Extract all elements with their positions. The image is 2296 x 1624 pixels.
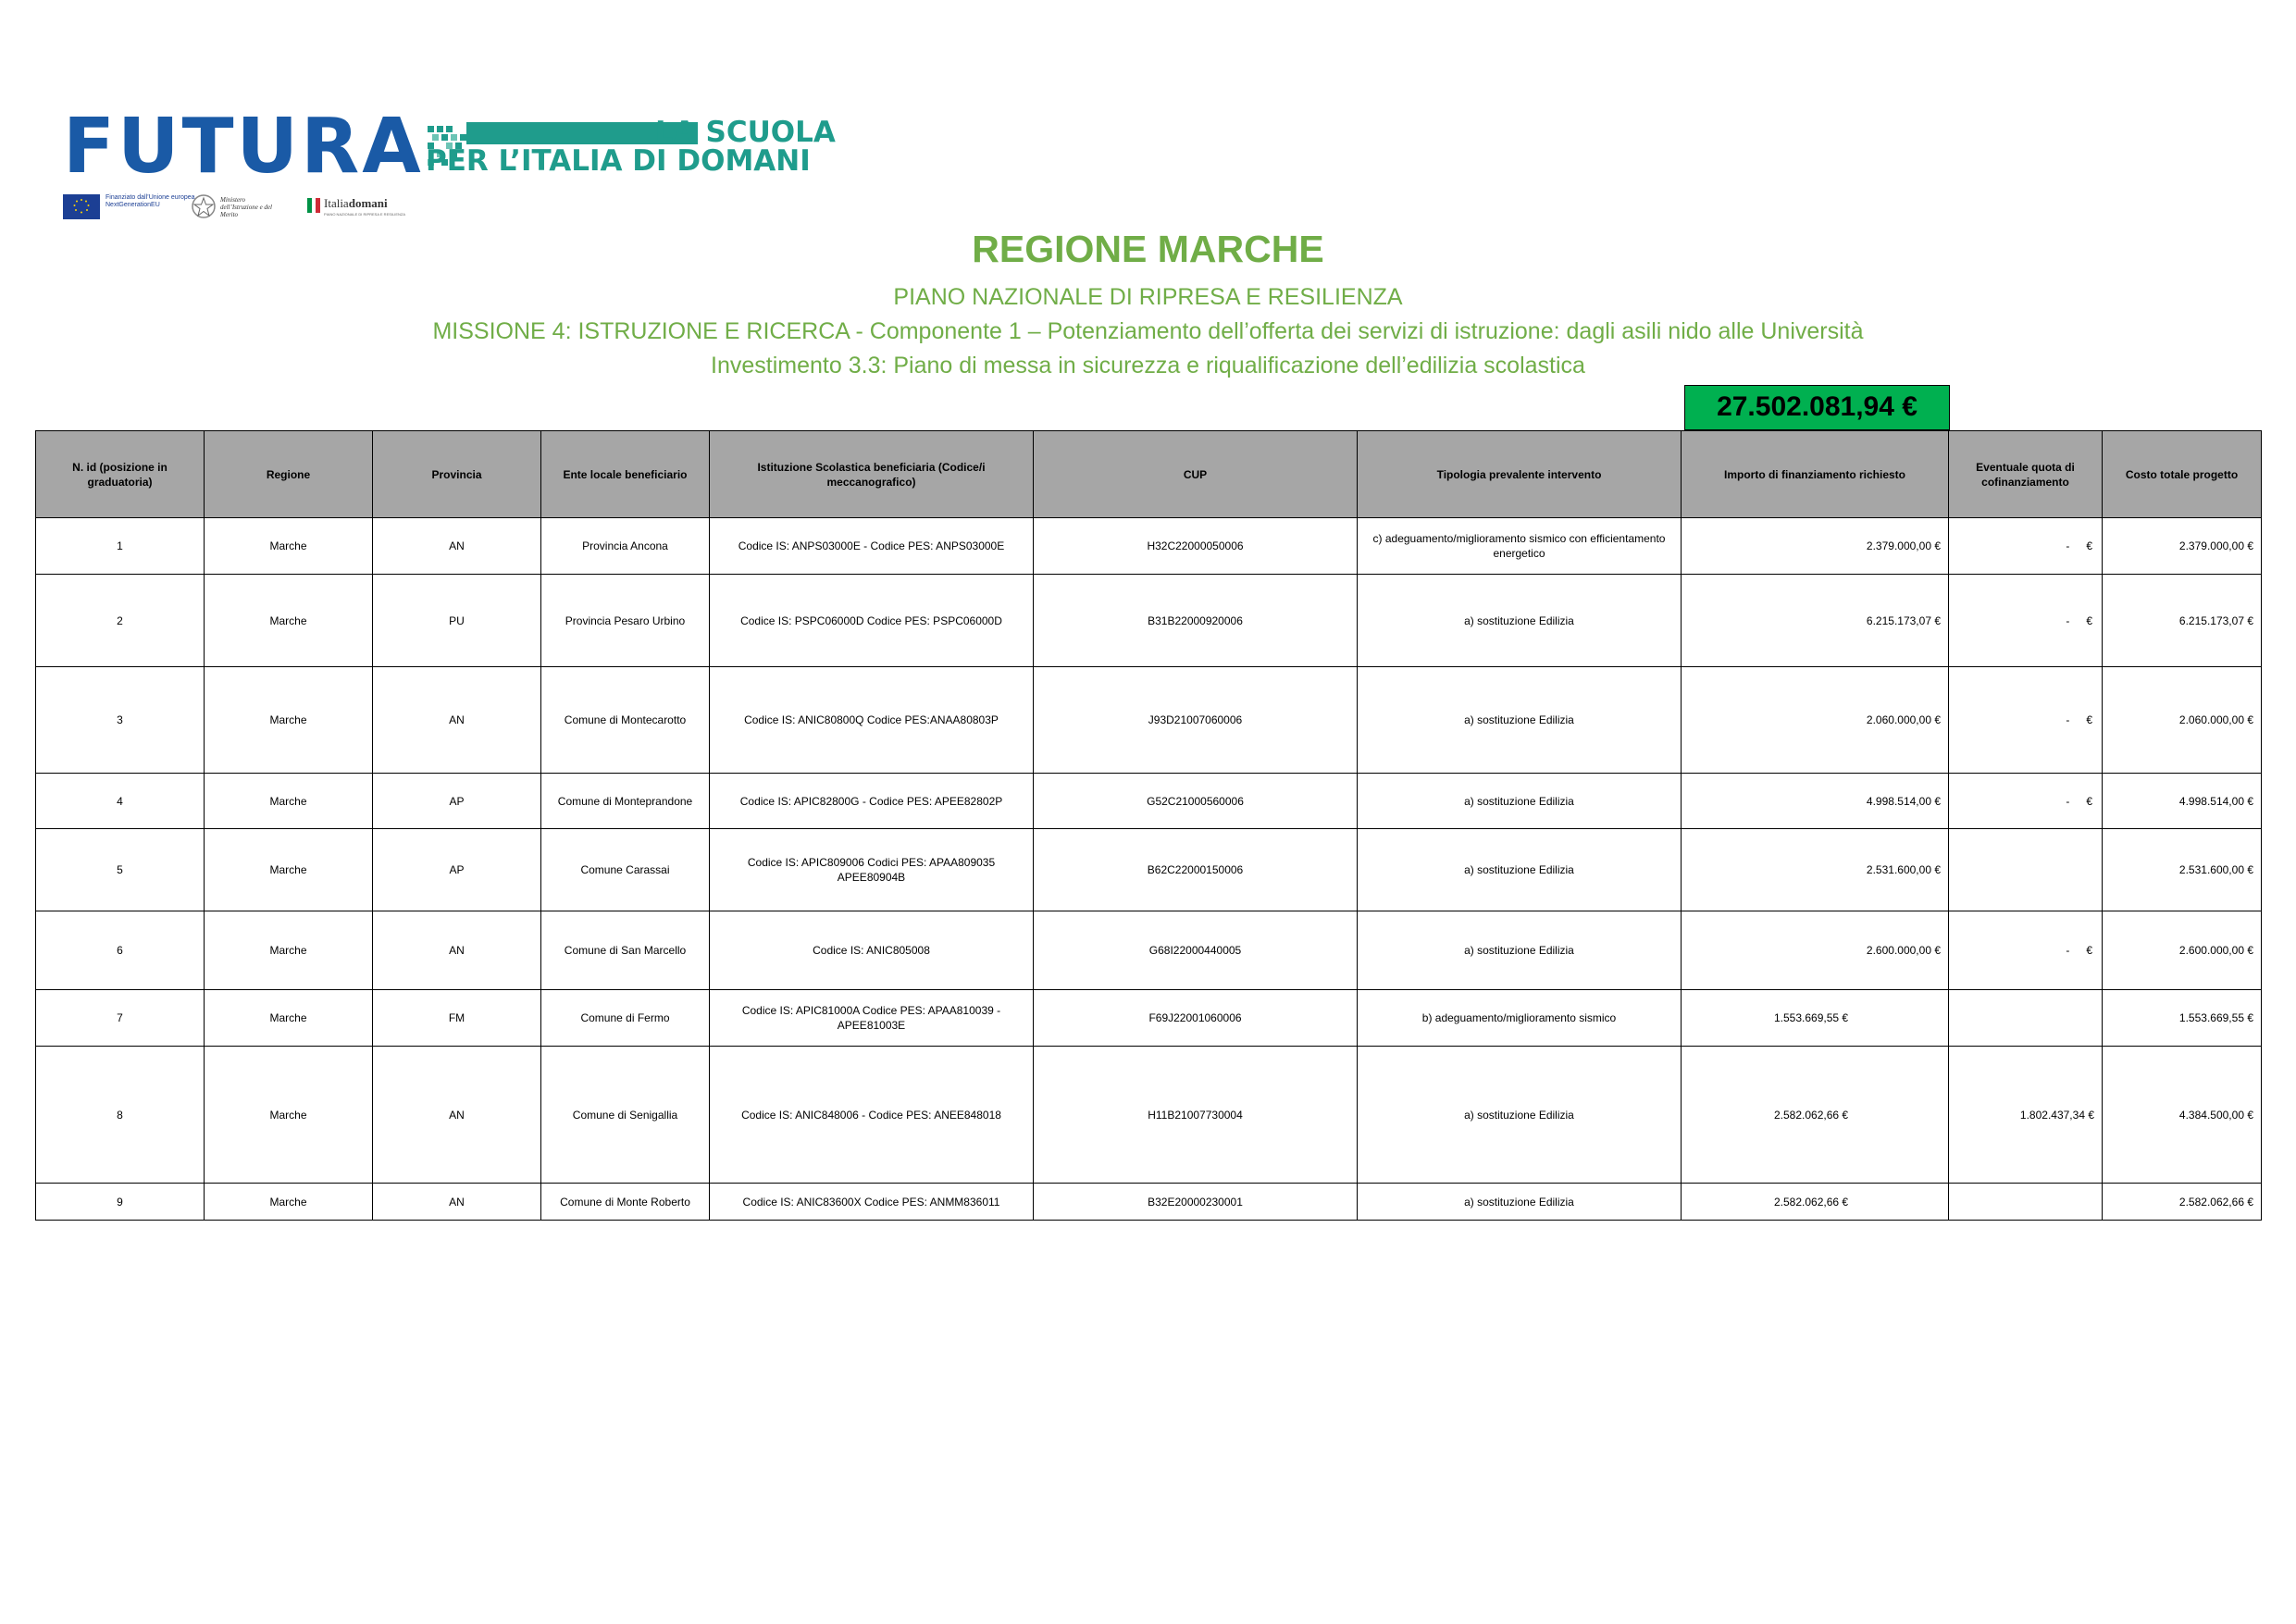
- italia-domani-logo: Italiadomani: [324, 196, 388, 210]
- scuola-line2: PER L’ITALIA DI DOMANI: [426, 144, 811, 178]
- cell-provincia: AN: [373, 667, 541, 774]
- cell-provincia: AP: [373, 774, 541, 829]
- col-header-tipologia: Tipologia prevalente intervento: [1358, 431, 1682, 518]
- cell-id: 3: [36, 667, 205, 774]
- cell-cup: J93D21007060006: [1034, 667, 1358, 774]
- col-header-ente: Ente locale beneficiario: [541, 431, 710, 518]
- col-header-regione: Regione: [205, 431, 373, 518]
- table-row: [36, 1047, 2262, 1184]
- cell-id: 6: [36, 911, 205, 990]
- cell-regione: Marche: [205, 575, 373, 667]
- cell-istituzione: Codice IS: ANIC848006 - Codice PES: ANEE848018: [710, 1047, 1034, 1184]
- cell-costo: 4.998.514,00 €: [2103, 774, 2262, 829]
- table-row: [36, 667, 2262, 774]
- col-header-cup: CUP: [1034, 431, 1358, 518]
- cell-id: 4: [36, 774, 205, 829]
- col-header-cofinanziamento: Eventuale quota di cofinanziamento: [1949, 431, 2103, 518]
- cell-costo: 2.582.062,66 €: [2103, 1184, 2262, 1221]
- cell-istituzione: Codice IS: ANPS03000E - Codice PES: ANPS03000E: [710, 518, 1034, 575]
- table-header-row: [36, 431, 2262, 518]
- cell-ente: Comune di Fermo: [541, 990, 710, 1047]
- cell-tipologia: a) sostituzione Edilizia: [1358, 774, 1682, 829]
- cell-provincia: AN: [373, 518, 541, 575]
- cell-regione: Marche: [205, 1184, 373, 1221]
- cell-importo: 2.060.000,00 €: [1682, 667, 1949, 774]
- cell-costo: 2.531.600,00 €: [2103, 829, 2262, 911]
- pnrr-title: PIANO NAZIONALE DI RIPRESA E RESILIENZA: [893, 284, 1403, 310]
- cell-regione: Marche: [205, 829, 373, 911]
- cell-regione: Marche: [205, 774, 373, 829]
- cell-tipologia: a) sostituzione Edilizia: [1358, 1047, 1682, 1184]
- cell-ente: Comune di Monteprandone: [541, 774, 710, 829]
- cell-ente: Comune di Senigallia: [541, 1047, 710, 1184]
- cell-istituzione: Codice IS: APIC809006 Codici PES: APAA809035 APEE80904B: [710, 829, 1034, 911]
- cell-regione: Marche: [205, 667, 373, 774]
- cell-regione: Marche: [205, 990, 373, 1047]
- mission-title: MISSIONE 4: ISTRUZIONE E RICERCA - Componente 1 – Potenziamento dell’offerta dei servizi di istruzione: dagli asili nido alle Università: [432, 318, 1864, 344]
- cell-id: 2: [36, 575, 205, 667]
- cell-provincia: PU: [373, 575, 541, 667]
- table-row: [36, 575, 2262, 667]
- cell-cofinanziamento: - €: [1949, 518, 2103, 575]
- cell-provincia: FM: [373, 990, 541, 1047]
- cell-ente: Comune di San Marcello: [541, 911, 710, 990]
- eu-flag-icon: [63, 194, 100, 219]
- table-row: [36, 774, 2262, 829]
- investment-title: Investimento 3.3: Piano di messa in sicurezza e riqualificazione dell’edilizia scolastica: [711, 353, 1585, 378]
- cell-id: 8: [36, 1047, 205, 1184]
- table-row: [36, 829, 2262, 911]
- cell-tipologia: c) adeguamento/miglioramento sismico con efficientamento energetico: [1358, 518, 1682, 575]
- cell-ente: Provincia Pesaro Urbino: [541, 575, 710, 667]
- table-row: [36, 1184, 2262, 1221]
- cell-importo: 4.998.514,00 €: [1682, 774, 1949, 829]
- cell-id: 5: [36, 829, 205, 911]
- cell-provincia: AN: [373, 1047, 541, 1184]
- cell-costo: 2.379.000,00 €: [2103, 518, 2262, 575]
- italia-domani-subtitle: PIANO NAZIONALE DI RIPRESA E RESILIENZA: [324, 212, 406, 217]
- cell-istituzione: Codice IS: ANIC805008: [710, 911, 1034, 990]
- cell-cup: G52C21000560006: [1034, 774, 1358, 829]
- cell-costo: 6.215.173,07 €: [2103, 575, 2262, 667]
- cell-tipologia: a) sostituzione Edilizia: [1358, 1184, 1682, 1221]
- cell-istituzione: Codice IS: APIC81000A Codice PES: APAA810039 - APEE81003E: [710, 990, 1034, 1047]
- cell-cup: F69J22001060006: [1034, 990, 1358, 1047]
- cell-ente: Provincia Ancona: [541, 518, 710, 575]
- cell-tipologia: a) sostituzione Edilizia: [1358, 575, 1682, 667]
- cell-cup: B62C22000150006: [1034, 829, 1358, 911]
- cell-costo: 2.600.000,00 €: [2103, 911, 2262, 990]
- col-header-id: N. id (posizione in graduatoria): [36, 431, 205, 518]
- cell-cofinanziamento: [1949, 990, 2103, 1047]
- col-header-istituzione: Istituzione Scolastica beneficiaria (Codice/i meccanografico): [710, 431, 1034, 518]
- cell-costo: 2.060.000,00 €: [2103, 667, 2262, 774]
- italian-emblem-icon: [191, 192, 217, 220]
- cell-tipologia: a) sostituzione Edilizia: [1358, 911, 1682, 990]
- region-title: REGIONE MARCHE: [972, 228, 1324, 270]
- col-header-importo: Importo di finanziamento richiesto: [1682, 431, 1949, 518]
- cell-istituzione: Codice IS: ANIC80800Q Codice PES:ANAA80803P: [710, 667, 1034, 774]
- cell-importo: 6.215.173,07 €: [1682, 575, 1949, 667]
- eu-funding-text: Finanziato dall’Unione europea NextGenerationEU: [105, 194, 195, 208]
- cell-importo: 2.582.062,66 €: [1682, 1047, 1949, 1184]
- table-row: [36, 990, 2262, 1047]
- cell-ente: Comune di Monte Roberto: [541, 1184, 710, 1221]
- funding-table: [35, 430, 2262, 1221]
- cell-regione: Marche: [205, 518, 373, 575]
- cell-id: 7: [36, 990, 205, 1047]
- cell-cup: H11B21007730004: [1034, 1047, 1358, 1184]
- cell-cup: B32E20000230001: [1034, 1184, 1358, 1221]
- cell-provincia: AN: [373, 1184, 541, 1221]
- table-row: [36, 518, 2262, 575]
- cell-tipologia: a) sostituzione Edilizia: [1358, 667, 1682, 774]
- ministero-text: Ministero dell’Istruzione e del Merito: [220, 196, 272, 218]
- col-header-costo: Costo totale progetto: [2103, 431, 2262, 518]
- cell-id: 1: [36, 518, 205, 575]
- cell-regione: Marche: [205, 911, 373, 990]
- table-row: [36, 911, 2262, 990]
- total-amount: 27.502.081,94 €: [1684, 385, 1950, 430]
- cell-costo: 4.384.500,00 €: [2103, 1047, 2262, 1184]
- cell-cofinanziamento: - €: [1949, 911, 2103, 990]
- cell-provincia: AN: [373, 911, 541, 990]
- cell-importo: 2.531.600,00 €: [1682, 829, 1949, 911]
- cell-tipologia: a) sostituzione Edilizia: [1358, 829, 1682, 911]
- cell-costo: 1.553.669,55 €: [2103, 990, 2262, 1047]
- cell-importo: 2.600.000,00 €: [1682, 911, 1949, 990]
- scuola-line1: LA SCUOLA: [655, 116, 836, 149]
- cell-importo: 1.553.669,55 €: [1682, 990, 1949, 1047]
- cell-cofinanziamento: [1949, 1184, 2103, 1221]
- cell-istituzione: Codice IS: PSPC06000D Codice PES: PSPC06000D: [710, 575, 1034, 667]
- cell-id: 9: [36, 1184, 205, 1221]
- cell-regione: Marche: [205, 1047, 373, 1184]
- cell-cup: B31B22000920006: [1034, 575, 1358, 667]
- cell-ente: Comune di Montecarotto: [541, 667, 710, 774]
- cell-istituzione: Codice IS: APIC82800G - Codice PES: APEE82802P: [710, 774, 1034, 829]
- cell-cup: G68I22000440005: [1034, 911, 1358, 990]
- cell-tipologia: b) adeguamento/miglioramento sismico: [1358, 990, 1682, 1047]
- cell-cofinanziamento: [1949, 829, 2103, 911]
- futura-logo: FUTURA: [63, 103, 424, 191]
- cell-cofinanziamento: - €: [1949, 575, 2103, 667]
- col-header-provincia: Provincia: [373, 431, 541, 518]
- cell-cofinanziamento: - €: [1949, 667, 2103, 774]
- cell-cup: H32C22000050006: [1034, 518, 1358, 575]
- cell-istituzione: Codice IS: ANIC83600X Codice PES: ANMM836011: [710, 1184, 1034, 1221]
- cell-cofinanziamento: - €: [1949, 774, 2103, 829]
- cell-importo: 2.582.062,66 €: [1682, 1184, 1949, 1221]
- cell-ente: Comune Carassai: [541, 829, 710, 911]
- cell-provincia: AP: [373, 829, 541, 911]
- italy-flag-icon: [307, 198, 320, 213]
- cell-importo: 2.379.000,00 €: [1682, 518, 1949, 575]
- cell-cofinanziamento: 1.802.437,34 €: [1949, 1047, 2103, 1184]
